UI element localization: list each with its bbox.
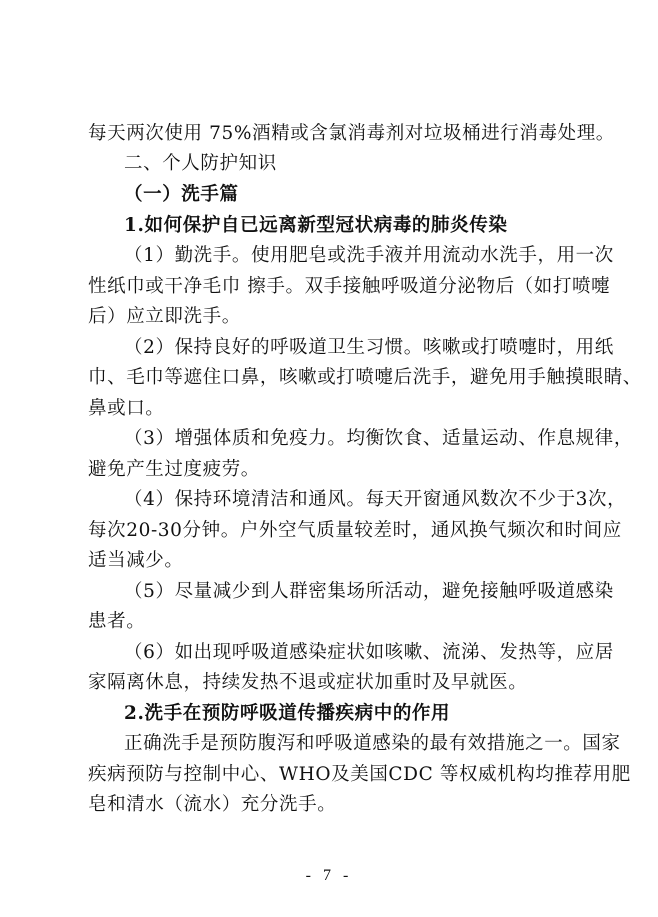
paragraph-line: 正确洗手是预防腹泻和呼吸道感染的最有效措施之一。国家	[124, 733, 621, 754]
paragraph-line: 后）应立即洗手。	[88, 306, 241, 327]
paragraph-line: 家隔离休息，持续发热不退或症状加重时及早就医。	[88, 672, 528, 693]
paragraph-line: 性纸巾或干净毛巾 擦手。双手接触呼吸道分泌物后（如打喷嚏	[88, 276, 611, 297]
subsection-heading: （一）洗手篇	[124, 184, 239, 205]
paragraph-line: （2）保持良好的呼吸道卫生习惯。咳嗽或打喷嚏时，用纸	[124, 337, 614, 358]
paragraph-line: 适当减少。	[88, 550, 184, 571]
paragraph-line: （5）尽量减少到人群密集场所活动，避免接触呼吸道感染	[124, 581, 614, 602]
paragraph-line: （1）勤洗手。使用肥皂或洗手液并用流动水洗手，用一次	[124, 245, 614, 266]
section-heading: 二、个人防护知识	[124, 153, 277, 174]
paragraph-line: 巾、毛巾等遮住口鼻，咳嗽或打喷嚏后洗手，避免用手触摸眼睛、	[88, 367, 642, 388]
paragraph-line: （6）如出现呼吸道感染症状如咳嗽、流涕、发热等，应居	[124, 642, 614, 663]
paragraph-line: 疾病预防与控制中心、WHO及美国CDC 等权威机构均推荐用肥	[88, 764, 631, 785]
paragraph-line: （4）保持环境清洁和通风。每天开窗通风数次不少于3次，	[124, 489, 627, 510]
page-number: - 7 -	[305, 867, 353, 884]
paragraph-line: 每天两次使用 75%酒精或含氯消毒剂对垃圾桶进行消毒处理。	[88, 123, 615, 144]
paragraph-line: 皂和清水（流水）充分洗手。	[88, 794, 337, 815]
topic-heading: 1.如何保护自已远离新型冠状病毒的肺炎传染	[124, 215, 508, 236]
topic-heading: 2.洗手在预防呼吸道传播疾病中的作用	[124, 703, 451, 724]
paragraph-line: 每次20-30分钟。户外空气质量较差时，通风换气频次和时间应	[88, 520, 622, 541]
paragraph-line: 鼻或口。	[88, 398, 165, 419]
paragraph-line: 患者。	[88, 611, 146, 632]
paragraph-line: （3）增强体质和免疫力。均衡饮食、适量运动、作息规律，	[124, 428, 633, 449]
paragraph-line: 避免产生过度疲劳。	[88, 459, 260, 480]
